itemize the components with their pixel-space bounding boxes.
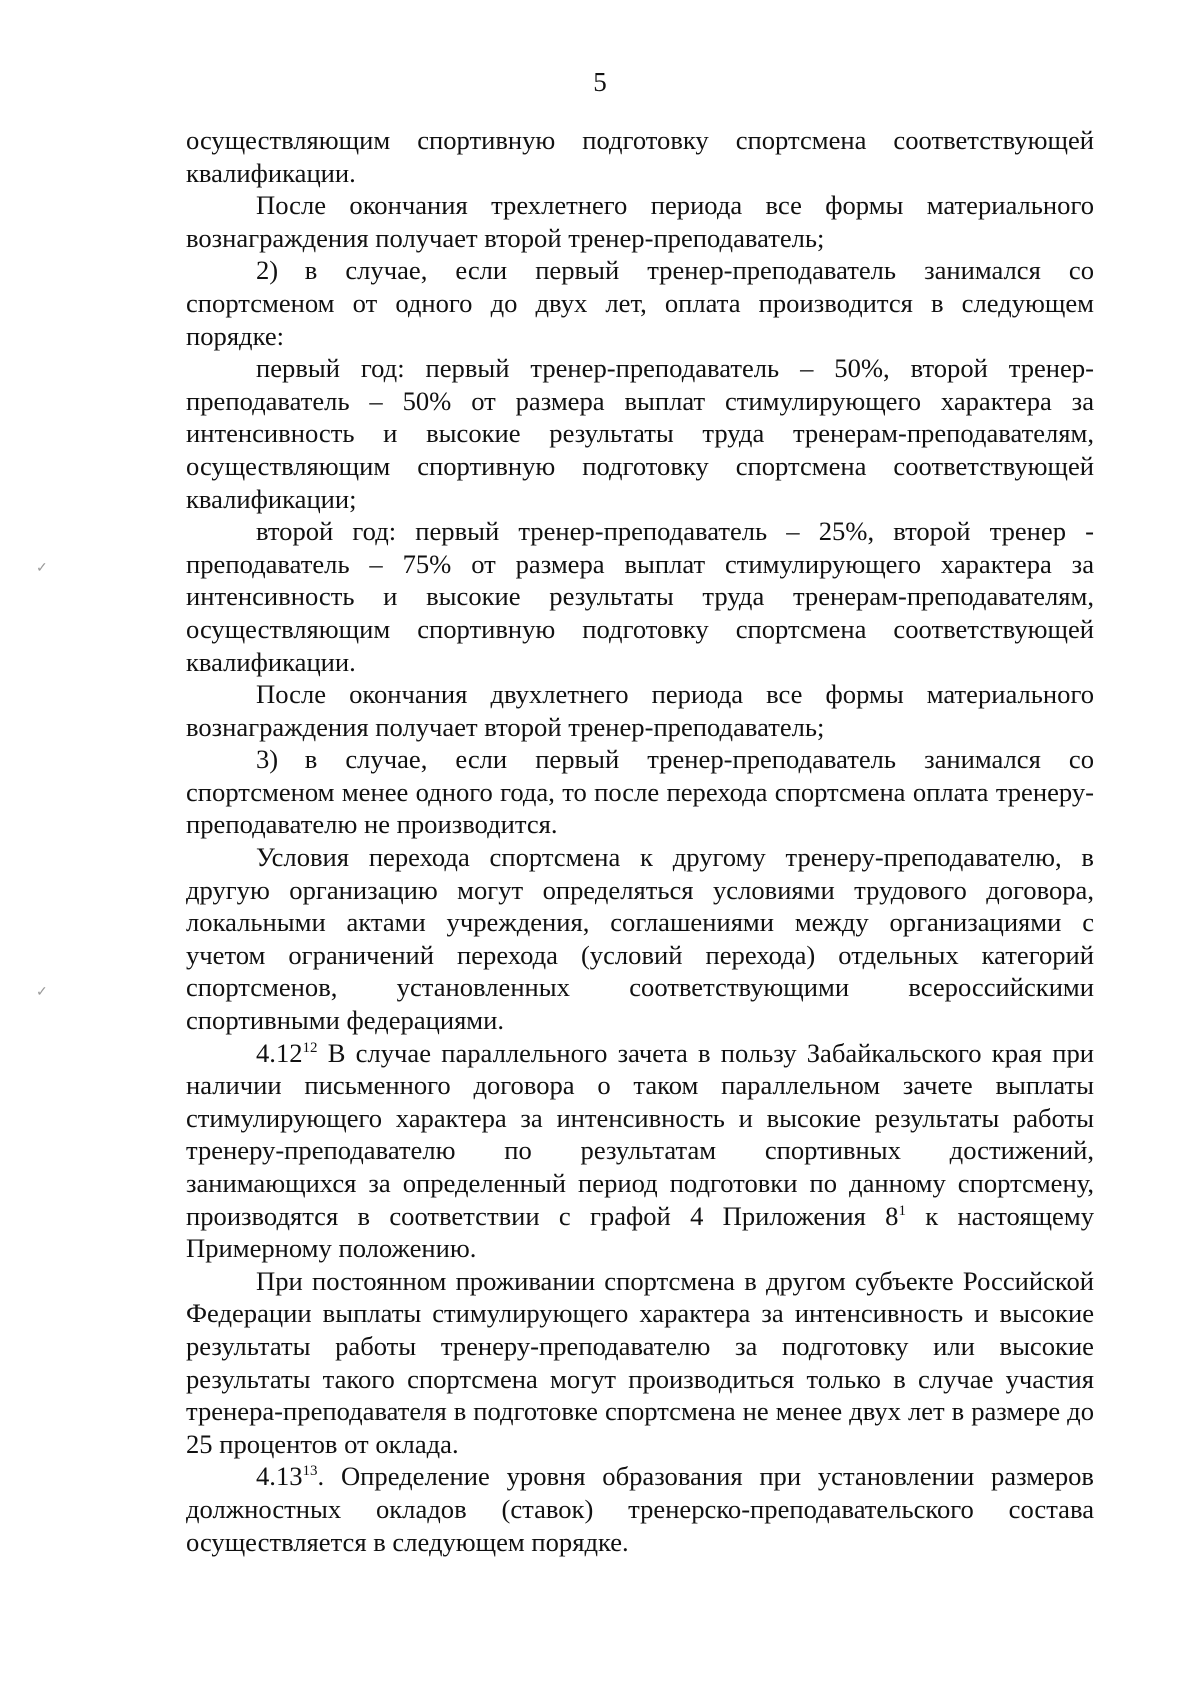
clause-number: 4.12 <box>256 1037 303 1068</box>
paragraph: Условия перехода спортсмена к другому тренеру-преподавателю, в другую организацию могут определяться условиями трудового договора, локальными актами учреждения, соглашениями между организациями с учетом ограничений перехода (условий перехода) отдельных категорий спортсменов, установленных соответствующими всероссийскими спортивными федерациями. <box>186 842 1094 1036</box>
footnote-ref: 12 <box>302 1039 318 1056</box>
paragraph: При постоянном проживании спортсмена в другом субъекте Российской Федерации выплаты стимулирующего характера за интенсивность и высокие результаты работы тренеру-преподавателю за подготовку или высокие результаты такого спортсмена могут производиться только в случае участия тренера-преподавателя в подготовке спортсмена не менее двух лет в размере до 25 процентов от оклада. <box>186 1265 1094 1459</box>
list-item: 3) в случае, если первый тренер-преподаватель занимался со спортсменом менее одного года, то после перехода спортсмена оплата тренеру-преподавателю не производится. <box>186 744 1094 840</box>
appendix-superscript: 1 <box>898 1202 906 1219</box>
page-number: 5 <box>593 67 607 97</box>
clause-number: 4.13 <box>256 1461 303 1492</box>
clause-text: . Определение уровня образования при установлении размеров должностных окладов (ставок) тренерско-преподавательского состава осуществляется в следующем порядке. <box>186 1461 1094 1557</box>
clause-4-13 <box>186 1460 1094 1558</box>
list-item: 2) в случае, если первый тренер-преподаватель занимался со спортсменом от одного до двух лет, оплата производится в следующем порядке: <box>186 255 1094 351</box>
paragraph: После окончания трехлетнего периода все формы материального вознаграждения получает второй тренер-преподаватель; <box>186 190 1094 253</box>
scan-speck: ✓ <box>36 561 48 576</box>
footnote-ref: 13 <box>302 1463 318 1480</box>
paragraph: первый год: первый тренер-преподаватель – 50%, второй тренер-преподаватель – 50% от размера выплат стимулирующего характера за интенсивность и высокие результаты труда тренерам-преподавателям, осуществляющим спортивную подготовку спортсмена соответствующей квалификации; <box>186 353 1094 514</box>
scan-speck: ✓ <box>36 985 48 1000</box>
clause-text: В случае параллельного зачета в пользу Забайкальского края при наличии письменного договора о таком параллельном зачете выплаты стимулирующего характера за интенсивность и высокие результаты работы тренеру-преподавателю по результатам спортивных достижений, занимающихся за определенный период подготовки по данному спортсмену, производятся в соответствии с графой 4 Приложения 8 <box>186 1037 1094 1231</box>
body-text <box>186 124 1094 1558</box>
paragraph: После окончания двухлетнего периода все формы материального вознаграждения получает второй тренер-преподаватель; <box>186 679 1094 742</box>
clause-4-12 <box>186 1037 1094 1265</box>
paragraph: осуществляющим спортивную подготовку спортсмена соответствующей квалификации. <box>186 125 1094 188</box>
paragraph: второй год: первый тренер-преподаватель – 25%, второй тренер - преподаватель – 75% от размера выплат стимулирующего характера за интенсивность и высокие результаты труда тренерам-преподавателям, осуществляющим спортивную подготовку спортсмена соответствующей квалификации. <box>186 516 1094 677</box>
clause-text: к настоящему Примерному положению. <box>186 1200 1094 1264</box>
